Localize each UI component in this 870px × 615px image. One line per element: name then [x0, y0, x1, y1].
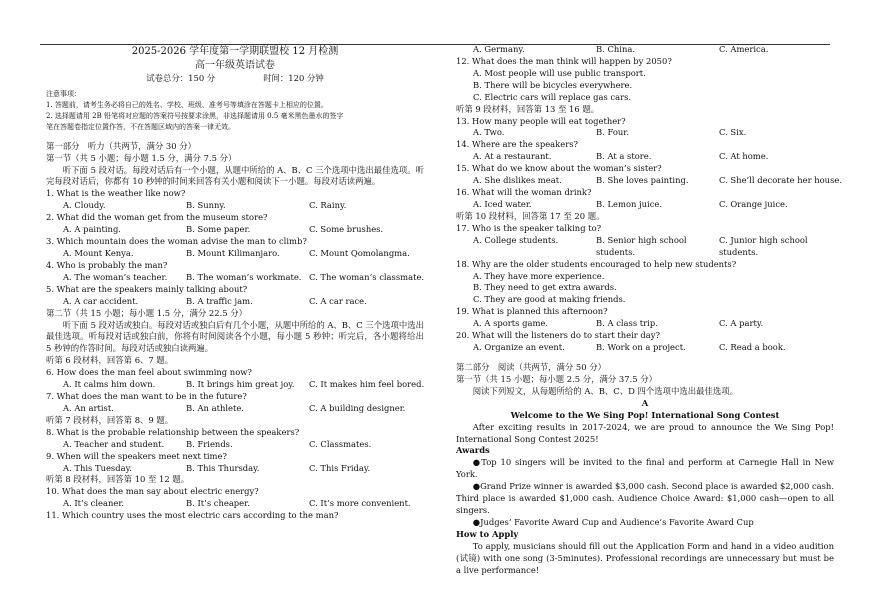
part2-title: 第二部分 阅读（共两节，满分 50 分）	[456, 361, 606, 372]
option-row	[46, 200, 424, 212]
question-list	[456, 44, 842, 354]
question-text: 17. Who is the speaker talking to?	[456, 222, 602, 233]
answer-option: A. Germany.	[473, 44, 525, 54]
option-row	[456, 44, 834, 56]
answer-option: A. College students.	[473, 234, 559, 245]
question-text: 5. What are the speakers mainly talking about?	[46, 283, 248, 294]
answer-option: A. This Tuesday.	[63, 462, 132, 473]
answer-option: B. Lemon juice.	[596, 198, 663, 209]
passage-title: Welcome to the We Sing Pop! International Song Contest	[510, 409, 780, 420]
question-text: 听第 6 段材料，回答第 6、7 题。	[46, 355, 174, 366]
question-text: 15. What do we know about the woman’s sister?	[456, 163, 662, 174]
question-text: 14. Where are the speakers?	[456, 139, 578, 150]
option-row	[46, 296, 424, 308]
answer-option: B. Mount Kilimanjaro.	[186, 247, 280, 258]
answer-option: C. The woman’s classmate.	[309, 271, 425, 282]
option-row	[46, 403, 424, 415]
passage-label: A	[641, 397, 649, 408]
question-list	[46, 188, 424, 307]
answer-option: B. Friends.	[186, 438, 233, 449]
exam-subtitle: 高一年级英语试卷	[195, 60, 275, 72]
answer-option: B. A traffic jam.	[186, 295, 253, 306]
answer-option: C. Mount Qomolangma.	[309, 247, 410, 258]
part2-sec1-title: 第一节（共 15 小题；每小题 2.5 分，满分 37.5 分）	[456, 373, 657, 384]
award-item: ●Grand Prize winner is awarded $3,000 cash. Second place is awarded $2,000 cash. Third place is awarded $1,000 cash. Audience Choice Award: $1,000 cash—open to all singers.	[456, 481, 834, 516]
answer-option: A. An artist.	[63, 402, 114, 413]
answer-option: C. Orange juice.	[719, 198, 788, 209]
answer-option: B. A class trip.	[596, 318, 658, 329]
question-text: 3. Which mountain does the woman advise the man to climb?	[46, 236, 307, 247]
answer-option: B. An athlete.	[186, 402, 244, 413]
answer-option: C. Classmates.	[309, 438, 372, 449]
note-line: 2. 选择题请用 2B 铅笔将对应题的答案符号按要求涂黑，非选择题请用 0.5 毫米黑色墨水的签字	[46, 111, 344, 120]
question-text: 13. How many people will eat together?	[456, 115, 626, 126]
answer-option: A. Teacher and student.	[63, 438, 165, 449]
question-text: 听第 7 段材料，回答第 8、9 题。	[46, 414, 174, 425]
answer-option: A. At a restaurant.	[473, 151, 552, 162]
notes-title: 注意事项：	[46, 90, 81, 99]
answer-option: A. Iced water.	[473, 198, 532, 209]
question-text: 1. What is the weather like now?	[46, 188, 186, 199]
option-row	[46, 248, 424, 260]
answer-option: A. Two.	[473, 127, 505, 138]
answer-option: C. She’ll decorate her house.	[719, 175, 842, 186]
award-item: ●Judges’ Favorite Award Cup and Audience’s Favorite Award Cup	[472, 516, 754, 527]
answer-option: B. It’s cheaper.	[186, 498, 250, 509]
question-list	[46, 355, 424, 522]
part1-sec1-title: 第一节（共 5 小题；每小题 1.5 分，满分 7.5 分）	[46, 152, 237, 163]
answer-option: A. Most people will use public transport.	[473, 67, 646, 78]
option-row	[456, 318, 834, 330]
question-text: 12. What does the man think will happen by 2050?	[456, 55, 672, 66]
answer-option: A. They have more experience.	[473, 270, 605, 281]
option-row	[46, 463, 424, 475]
answer-option: C. A party.	[719, 318, 764, 329]
question-text: 16. What will the woman drink?	[456, 187, 592, 198]
answer-option: A. Organize an event.	[473, 342, 565, 353]
answer-option: C. Read a book.	[719, 342, 786, 353]
answer-option: A. A car accident.	[63, 295, 139, 306]
answer-option: B. It brings him great joy.	[186, 379, 295, 390]
part1-sec1-intro: 听下面 5 段对话。每段对话后有一个小题，从题中所给的 A、B、C 三个选项中选出最佳选项。听完每段对话后，你都有 10 秒钟的时间来回答有关小题和阅读下一小题。每段对话读两遍。	[46, 164, 425, 187]
answer-option: B. She loves painting.	[596, 175, 689, 186]
answer-option: B. The woman’s workmate.	[186, 271, 302, 282]
answer-option: B. Four.	[596, 127, 630, 138]
right-column	[456, 44, 842, 577]
answer-option: B. This Thursday.	[186, 462, 260, 473]
answer-option: C. Electric cars will replace gas cars.	[473, 91, 632, 102]
exam-title: 2025-2026 学年度第一学期联盟校 12 月检测	[131, 46, 339, 57]
apply-paragraph: To apply, musicians should fill out the Application Form and hand in a video audition (试镜) with one song (3-5minutes). Professional recordings are unnecessary but must be a live performance!	[456, 540, 834, 575]
exam-meta	[46, 73, 424, 85]
question-text: 10. What does the man say about electric energy?	[46, 486, 259, 497]
question-text: 8. What is the probable relationship between the speakers?	[46, 426, 300, 437]
award-item: ●Top 10 singers will be invited to the final and perform at Carnegie Hall in New York.	[456, 457, 834, 480]
answer-option: B. Sunny.	[186, 200, 226, 211]
answer-option: B. Some paper.	[186, 224, 251, 235]
answer-option: C. They are good at making friends.	[473, 294, 626, 305]
part1-title: 第一部分 听力（共两节，满分 30 分）	[46, 140, 196, 151]
option-row	[456, 151, 834, 163]
option-row	[456, 235, 834, 259]
answer-option: B. At a store.	[596, 151, 652, 162]
answer-option: B. Senior high school students.	[596, 234, 687, 257]
question-text: 11. Which country uses the most electric cars according to the man?	[46, 510, 339, 521]
answer-option: A. It’s cleaner.	[63, 498, 125, 509]
option-row	[46, 498, 424, 510]
option-row	[46, 224, 424, 236]
answer-option: C. A car race.	[309, 295, 367, 306]
answer-option: C. At home.	[719, 151, 769, 162]
answer-option: B. China.	[596, 44, 636, 54]
question-text: 7. What does the man want to be in the future?	[46, 391, 247, 402]
answer-option: A. Cloudy.	[63, 200, 106, 211]
answer-option: A. A painting.	[63, 224, 121, 235]
question-text: 9. When will the speakers meet next time?	[46, 450, 227, 461]
answer-option: A. It calms him down.	[63, 379, 156, 390]
answer-option: A. Mount Kenya.	[63, 247, 134, 258]
question-text: 2. What did the woman get from the museum store?	[46, 212, 268, 223]
exam-time: 时间：120 分钟	[263, 73, 324, 84]
option-row	[46, 272, 424, 284]
part1-sec2-intro: 听下面 5 段对话或独白。每段对话或独白后有几个小题，从题中所给的 A、B、C 三个选项中选出最佳选项。听每段对话或独白前，你将有时间阅读各个小题，每小题 5 秒钟；听完后，各小题将给出 5 秒钟的作答时间。每段对话或独白读两遍。	[46, 319, 425, 354]
left-column	[46, 44, 424, 522]
answer-option: C. Some brushes.	[309, 224, 384, 235]
answer-option: C. It makes him feel bored.	[309, 379, 425, 390]
option-row	[456, 199, 834, 211]
answer-option: C. Rainy.	[309, 200, 347, 211]
answer-option: A. A sports game.	[473, 318, 549, 329]
question-text: 听第 10 段材料，回答第 17 至 20 题。	[456, 210, 605, 221]
apply-heading: How to Apply	[456, 528, 519, 539]
awards-heading: Awards	[456, 445, 490, 456]
question-text: 听第 8 段材料，回答第 10 至 12 题。	[46, 474, 190, 485]
answer-option: C. It’s more convenient.	[309, 498, 411, 509]
option-row	[46, 439, 424, 451]
option-row	[46, 379, 424, 391]
note-line: 1. 答题前，请考生务必将自己的姓名、学校、班级、准考号等填涂在答题卡上相应的位置。	[46, 101, 328, 110]
question-text: 19. What is planned this afternoon?	[456, 306, 608, 317]
answer-option: B. There will be bicycles everywhere.	[473, 79, 633, 90]
option-row	[456, 342, 834, 354]
answer-option: C. Six.	[719, 127, 747, 138]
option-row	[456, 127, 834, 139]
note-line: 笔在答题卷指定位置作答，不在答题区域内的答案一律无效。	[46, 122, 235, 131]
question-text: 听第 9 段材料，回答第 13 至 16 题。	[456, 103, 600, 114]
part1-sec2-title: 第二节（共 15 小题；每小题 1.5 分，满分 22.5 分）	[46, 307, 247, 318]
answer-option: C. Junior high school students.	[719, 234, 808, 257]
answer-option: C. America.	[719, 44, 769, 54]
answer-option: B. They need to get extra awards.	[473, 282, 617, 293]
question-text: 4. Who is probably the man?	[46, 259, 168, 270]
answer-option: C. This Friday.	[309, 462, 371, 473]
answer-option: A. She dislikes meat.	[473, 175, 562, 186]
question-text: 6. How does the man feel about swimming now?	[46, 367, 252, 378]
answer-option: A. The woman’s teacher.	[63, 271, 168, 282]
answer-option: B. Work on a project.	[596, 342, 686, 353]
question-text: 18. Why are the older students encouraged to help new students?	[456, 258, 737, 269]
option-row	[456, 175, 842, 187]
total-score: 试卷总分：150 分	[146, 73, 216, 84]
answer-option: C. A building designer.	[309, 402, 406, 413]
passage-paragraph: After exciting results in 2017-2024, we are proud to announce the We Sing Pop! International Song Contest 2025!	[456, 421, 834, 444]
question-text: 20. What will the listeners do to start their day?	[456, 330, 660, 341]
part2-intro: 阅读下列短文，从每题所给的 A、B、C、D 四个选项中选出最佳选项。	[472, 385, 738, 396]
